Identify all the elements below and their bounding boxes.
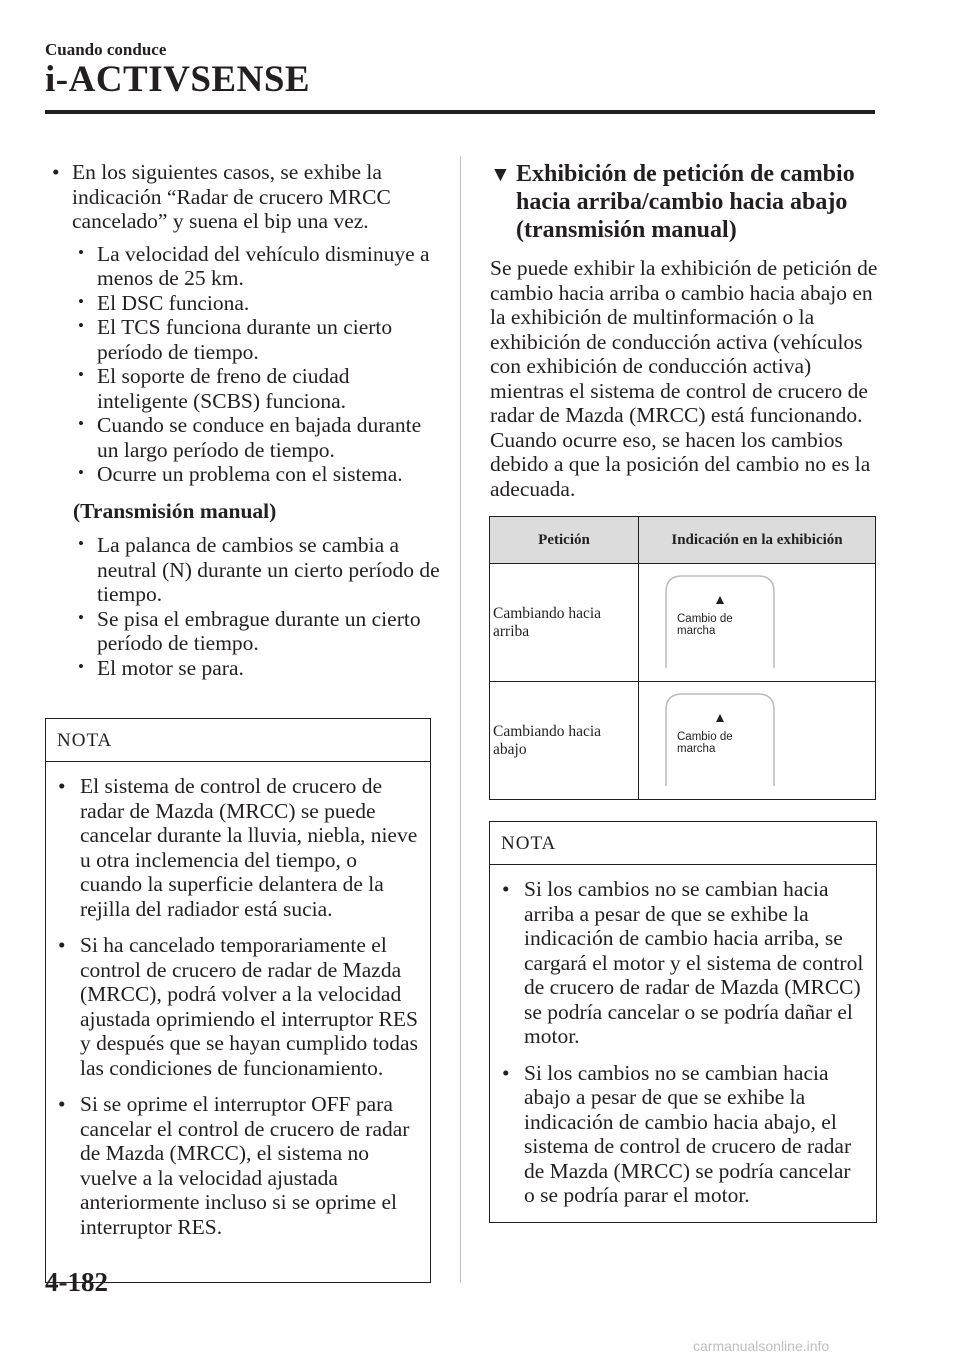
intro-paragraph: • En los siguientes casos, se exhibe la indicación “Radar de crucero MRCC cancelado” y suena el bip una vez. [52,160,391,233]
note-title: NOTA [46,719,430,762]
bullet-icon: • [52,160,60,184]
bullet-icon: • [502,1060,510,1085]
display-label: Cambio de marcha [677,731,733,755]
shift-down-display [639,682,875,799]
note-box-right [489,821,877,1223]
display-cell [639,682,876,800]
note-item: • Si ha cancelado temporariamente el control de crucero de radar de Mazda (MRCC), podrá volver a la velocidad ajustada oprimiendo el interruptor RES y después que se hayan cumplido todas las condiciones de funcionamiento. [58,933,418,1080]
note-item: • El sistema de control de crucero de radar de Mazda (MRCC) se puede cancelar durante la lluvia, niebla, nieve u otra inclemencia del tiempo, o cuando la superficie delantera de la rejilla del radiador está sucia. [58,774,418,921]
bullet-icon: • [78,291,84,311]
table-header-request: Petición [490,517,639,564]
table-row [490,564,876,682]
cases-list [52,242,442,487]
note-item: • Si los cambios no se cambian hacia arriba a pesar de que se exhibe la indicación de cambio hacia arriba, se cargará el motor y el sistema de control de crucero de radar de Mazda (MRCC) se podría cancelar o se podría dañar el motor. [502,877,864,1048]
display-frame-icon [639,564,875,681]
list-item: • El soporte de freno de ciudad inteligente (SCBS) funciona. [78,364,350,413]
section-heading: ▼ Exhibición de petición de cambio hacia arriba/cambio hacia abajo (transmisión manual) [490,161,855,243]
bullet-icon: • [78,365,84,384]
manual-heading: (Transmisión manual) [73,498,277,523]
manual-cases-list [52,533,442,680]
display-cell [639,564,876,682]
note-title: NOTA [490,822,876,865]
bullet-icon: • [78,534,84,553]
section-label: Cuando conduce [45,40,167,59]
bullet-icon: • [78,607,84,627]
table-header-display: Indicación en la exhibición [639,517,876,564]
display-label: Cambio de marcha [677,613,733,637]
bullet-icon: • [78,242,84,262]
triangle-down-icon: ▼ [490,162,511,186]
header-rule [45,110,875,114]
bullet-icon: • [78,316,84,335]
bullet-icon: • [78,656,84,676]
note-item: • Si se oprime el interruptor OFF para cancelar el control de crucero de radar de Mazda (MRCC), el sistema no vuelve a la velocidad ajustada anteriormente incluso si se oprime el interruptor RES. [58,1092,410,1239]
list-item: • La velocidad del vehículo disminuye a menos de 25 km. [78,241,430,290]
list-item: • Se pisa el embrague durante un cierto período de tiempo. [78,606,421,655]
row-request-label: Cambiando hacia abajo [490,682,639,800]
left-column [52,160,442,680]
bullet-icon: • [78,463,84,482]
display-frame-icon [639,682,875,799]
column-divider [460,156,461,1283]
page-number: 4-182 [45,1267,108,1297]
body-paragraph: Se puede exhibir la exhibición de petición de cambio hacia arriba o cambio hacia abajo en la exhibición de multinformación o la exhibición de conducción activa (vehículos con exhibición de conducción activa) mientras el sistema de control de crucero de radar de Mazda (MRCC) está funcionando. Cuando ocurre eso, se hacen los cambios debido a que la posición del cambio no es la adecuada. [490,256,878,501]
note-item: • Si los cambios no se cambian hacia abajo a pesar de que se exhibe la indicación de cambio hacia abajo, el sistema de control de crucero de radar de Mazda (MRCC) se podría cancelar o se podría parar el motor. [502,1060,852,1207]
note-body [46,762,430,1239]
shift-up-display [639,564,875,681]
bullet-icon: • [502,877,510,901]
list-item: • El motor se para. [78,655,244,680]
note-box-left [45,718,431,1283]
shift-arrow-icon [716,714,724,722]
page-title: i-ACTIVSENSE [45,59,311,100]
list-item: • El TCS funciona durante un cierto período de tiempo. [78,315,393,364]
list-item: • Ocurre un problema con el sistema. [78,462,403,486]
row-request-label: Cambiando hacia arriba [490,564,639,682]
watermark: carmanualsonline.info [693,1338,830,1354]
bullet-icon: • [78,414,84,433]
table-row [490,682,876,800]
list-item: • La palanca de cambios se cambia a neutral (N) durante un cierto período de tiempo. [78,533,440,606]
bullet-icon: • [58,774,66,798]
shift-arrow-icon [716,596,724,604]
list-item: • El DSC funciona. [78,290,250,315]
note-body [490,865,876,1208]
list-item: • Cuando se conduce en bajada durante un largo período de tiempo. [78,413,422,462]
bullet-icon: • [58,1092,66,1116]
bullet-icon: • [58,933,66,957]
shift-request-table [489,516,876,800]
